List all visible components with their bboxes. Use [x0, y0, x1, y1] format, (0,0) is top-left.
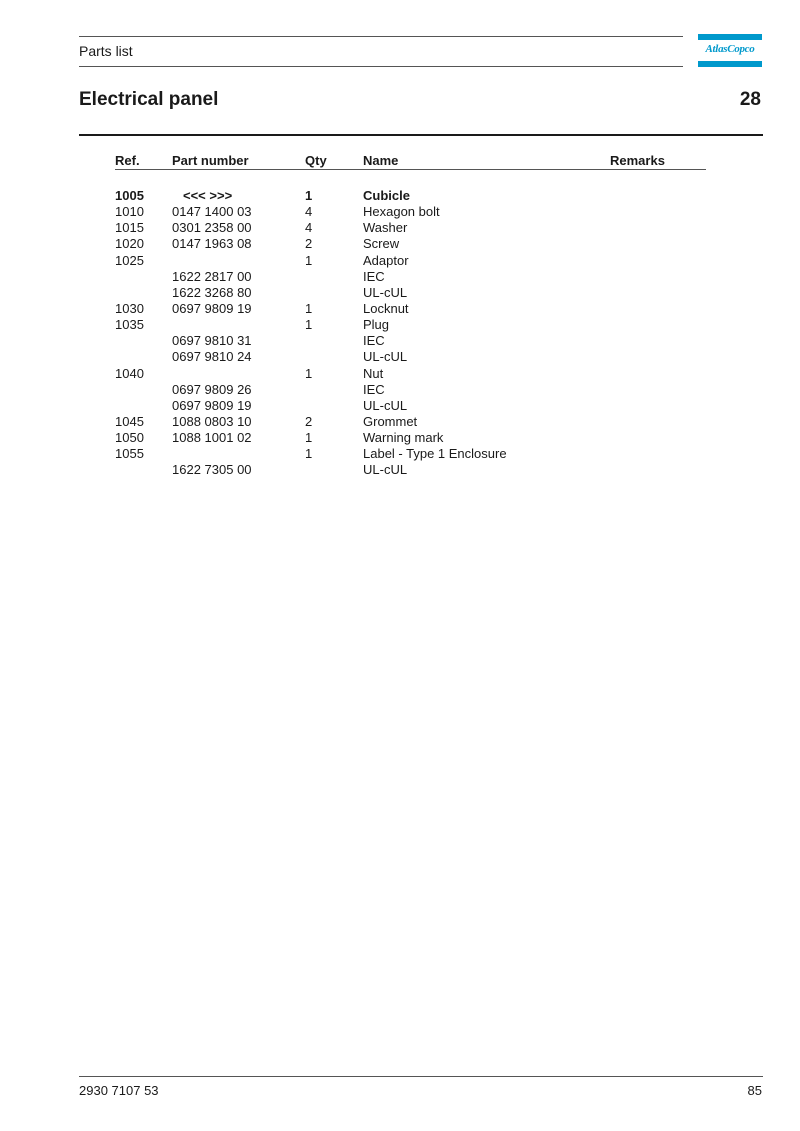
table-row [0, 398, 800, 414]
cell-qty: 1 [305, 252, 313, 268]
cell-part-number: 1622 2817 00 [172, 268, 252, 284]
cell-qty: 1 [305, 188, 313, 203]
cell-qty: 2 [305, 413, 313, 429]
cell-name: Washer [363, 220, 408, 236]
table-row [0, 253, 800, 269]
cell-name: Label - Type 1 Enclosure [363, 446, 507, 462]
cell-name: IEC [363, 333, 385, 349]
cell-name: Adaptor [363, 252, 409, 268]
table-row [0, 204, 800, 220]
cell-qty: 1 [305, 446, 313, 462]
table-row [0, 382, 800, 398]
section-number: 28 [739, 89, 761, 110]
cell-ref: 1030 [115, 300, 144, 316]
cell-name: Cubicle [363, 188, 410, 203]
cell-part-number: 0697 9809 19 [172, 300, 252, 316]
cell-ref: 1005 [115, 188, 144, 203]
table-row [0, 349, 800, 365]
table-row [0, 188, 800, 204]
cell-name: UL-cUL [363, 284, 408, 300]
cell-ref: 1055 [115, 446, 144, 462]
cell-name: UL-cUL [363, 397, 408, 413]
page-number: 85 [747, 1083, 762, 1098]
table-row [0, 446, 800, 462]
cell-name: IEC [363, 381, 385, 397]
header-bottom-rule [79, 66, 683, 67]
cell-part-number: 1088 0803 10 [172, 413, 252, 429]
cell-name: Screw [363, 236, 400, 252]
column-header-part-number: Part number [172, 153, 249, 168]
table-header-rule [115, 169, 706, 170]
cell-part-number: 1622 7305 00 [172, 462, 252, 478]
column-header-qty: Qty [305, 153, 327, 168]
cell-qty: 4 [305, 220, 313, 236]
cell-part-number: <<< >>> [183, 188, 233, 203]
cell-name: IEC [363, 268, 385, 284]
table-row [0, 414, 800, 430]
cell-ref: 1015 [115, 220, 144, 236]
parts-table-body [0, 188, 800, 479]
cell-qty: 1 [305, 430, 313, 446]
cell-part-number: 0697 9809 26 [172, 381, 252, 397]
cell-part-number: 1622 3268 80 [172, 284, 252, 300]
cell-ref: 1035 [115, 317, 144, 333]
table-row [0, 430, 800, 446]
cell-qty: 1 [305, 365, 313, 381]
column-header-remarks: Remarks [610, 153, 665, 168]
cell-ref: 1045 [115, 413, 144, 429]
cell-ref: 1025 [115, 252, 144, 268]
cell-qty: 4 [305, 204, 313, 220]
logo-bottom-bar [698, 61, 762, 67]
cell-part-number: 0697 9810 31 [172, 333, 252, 349]
cell-part-number: 0301 2358 00 [172, 220, 252, 236]
cell-ref: 1020 [115, 236, 144, 252]
table-row [0, 317, 800, 333]
document-number: 2930 7107 53 [79, 1083, 159, 1098]
logo-top-bar [698, 34, 762, 40]
table-row [0, 333, 800, 349]
title-rule [79, 134, 763, 136]
table-row [0, 220, 800, 236]
cell-name: UL-cUL [363, 462, 408, 478]
cell-part-number: 0147 1963 08 [172, 236, 252, 252]
cell-name: Grommet [363, 413, 418, 429]
cell-part-number: 0697 9810 24 [172, 349, 252, 365]
cell-qty: 1 [305, 300, 313, 316]
page-title: Electrical panel [79, 89, 219, 110]
cell-name: Nut [363, 365, 384, 381]
footer-rule [79, 1076, 763, 1077]
cell-ref: 1040 [115, 365, 144, 381]
table-row [0, 366, 800, 382]
cell-qty: 2 [305, 236, 313, 252]
table-row [0, 462, 800, 478]
cell-name: Locknut [363, 300, 409, 316]
table-row [0, 285, 800, 301]
header-top-rule [79, 36, 683, 37]
cell-name: Warning mark [363, 430, 444, 446]
cell-part-number: 0147 1400 03 [172, 204, 252, 220]
cell-part-number: 1088 1001 02 [172, 430, 252, 446]
table-row [0, 236, 800, 252]
cell-name: Hexagon bolt [363, 204, 440, 220]
logo-text: AtlasCopco [705, 43, 755, 55]
atlas-copco-logo [698, 34, 762, 67]
table-row [0, 301, 800, 317]
cell-ref: 1010 [115, 204, 144, 220]
column-header-name: Name [363, 153, 399, 168]
table-row [0, 269, 800, 285]
column-header-ref: Ref. [115, 153, 140, 168]
header-label: Parts list [79, 43, 133, 59]
cell-ref: 1050 [115, 430, 144, 446]
cell-name: Plug [363, 317, 390, 333]
cell-name: UL-cUL [363, 349, 408, 365]
cell-part-number: 0697 9809 19 [172, 397, 252, 413]
cell-qty: 1 [305, 317, 313, 333]
